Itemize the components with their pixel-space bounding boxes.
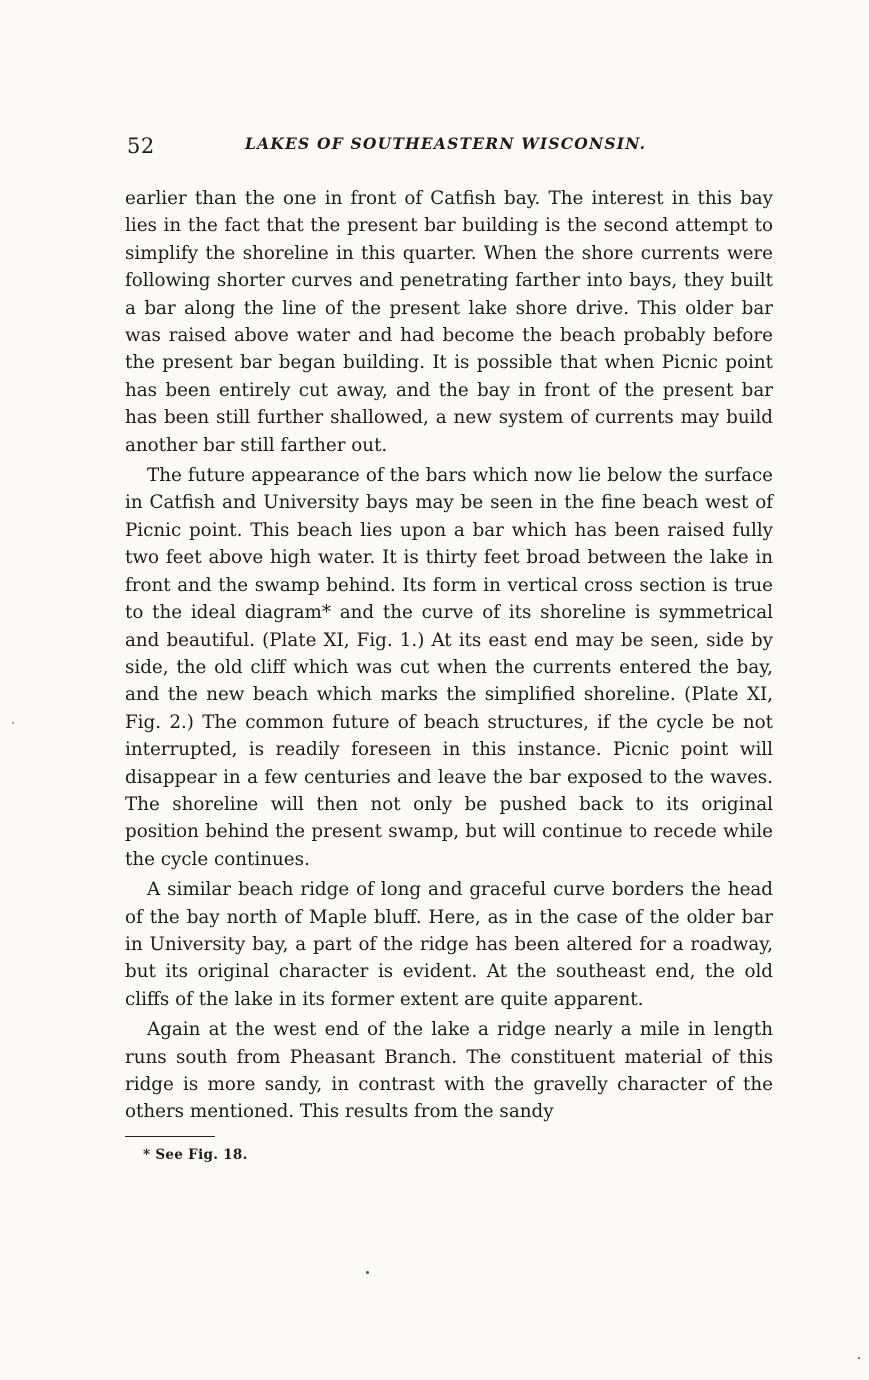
page-number: 52 xyxy=(127,134,155,158)
print-speck xyxy=(12,722,14,724)
print-speck xyxy=(858,1357,860,1359)
body-text xyxy=(125,185,773,1126)
running-title: LAKES OF SOUTHEASTERN WISCONSIN. xyxy=(245,134,647,153)
book-page xyxy=(125,130,773,1163)
print-speck xyxy=(366,1271,369,1274)
footnote: * See Fig. 18. xyxy=(143,1146,248,1163)
paragraph-4: Again at the west end of the lake a ridge nearly a mile in length runs south from Pheasant Branch. The constituent material of this ridge is more sandy, in contrast with the gravelly character of the others mentioned. This results from the sandy xyxy=(125,1019,773,1123)
paragraph-1: earlier than the one in front of Catfish bay. The interest in this bay lies in the fact that the present bar building is the second attempt to simplify the shoreline in this quarter. When the shore currents were following shorter curves and penetrating farther into bays, they built a bar along the line of the present lake shore drive. This older bar was raised above water and had become the beach probably before the present bar began building. It is possible that when Picnic point has been entirely cut away, and the bay in front of the present bar has been still further shallowed, a new system of currents may build another bar still farther out. xyxy=(125,188,773,456)
paragraph-3: A similar beach ridge of long and graceful curve borders the head of the bay north of Maple bluff. Here, as in the case of the older bar in University bay, a part of the ridge has been altered for a roadway, but its original character is evident. At the southeast end, the old cliffs of the lake in its former extent are quite apparent. xyxy=(125,879,773,1010)
paragraph-2: The future appearance of the bars which now lie below the surface in Catfish and University bays may be seen in the fine beach west of Picnic point. This beach lies upon a bar which has been raised fully two feet above high water. It is thirty feet broad between the lake in front and the swamp behind. Its form in vertical cross section is true to the ideal diagram* and the curve of its shoreline is symmetrical and beautiful. (Plate XI, Fig. 1.) At its east end may be seen, side by side, the old cliff which was cut when the currents entered the bay, and the new beach which marks the simplified shoreline. (Plate XI, Fig. 2.) The common future of beach structures, if the cycle be not interrupted, is readily foreseen in this instance. Picnic point will disappear in a few centuries and leave the bar exposed to the waves. The shoreline will then not only be pushed back to its original position behind the present swamp, but will continue to recede while the cycle continues. xyxy=(125,465,773,870)
footnote-divider xyxy=(125,1136,215,1137)
page-header xyxy=(125,130,773,162)
